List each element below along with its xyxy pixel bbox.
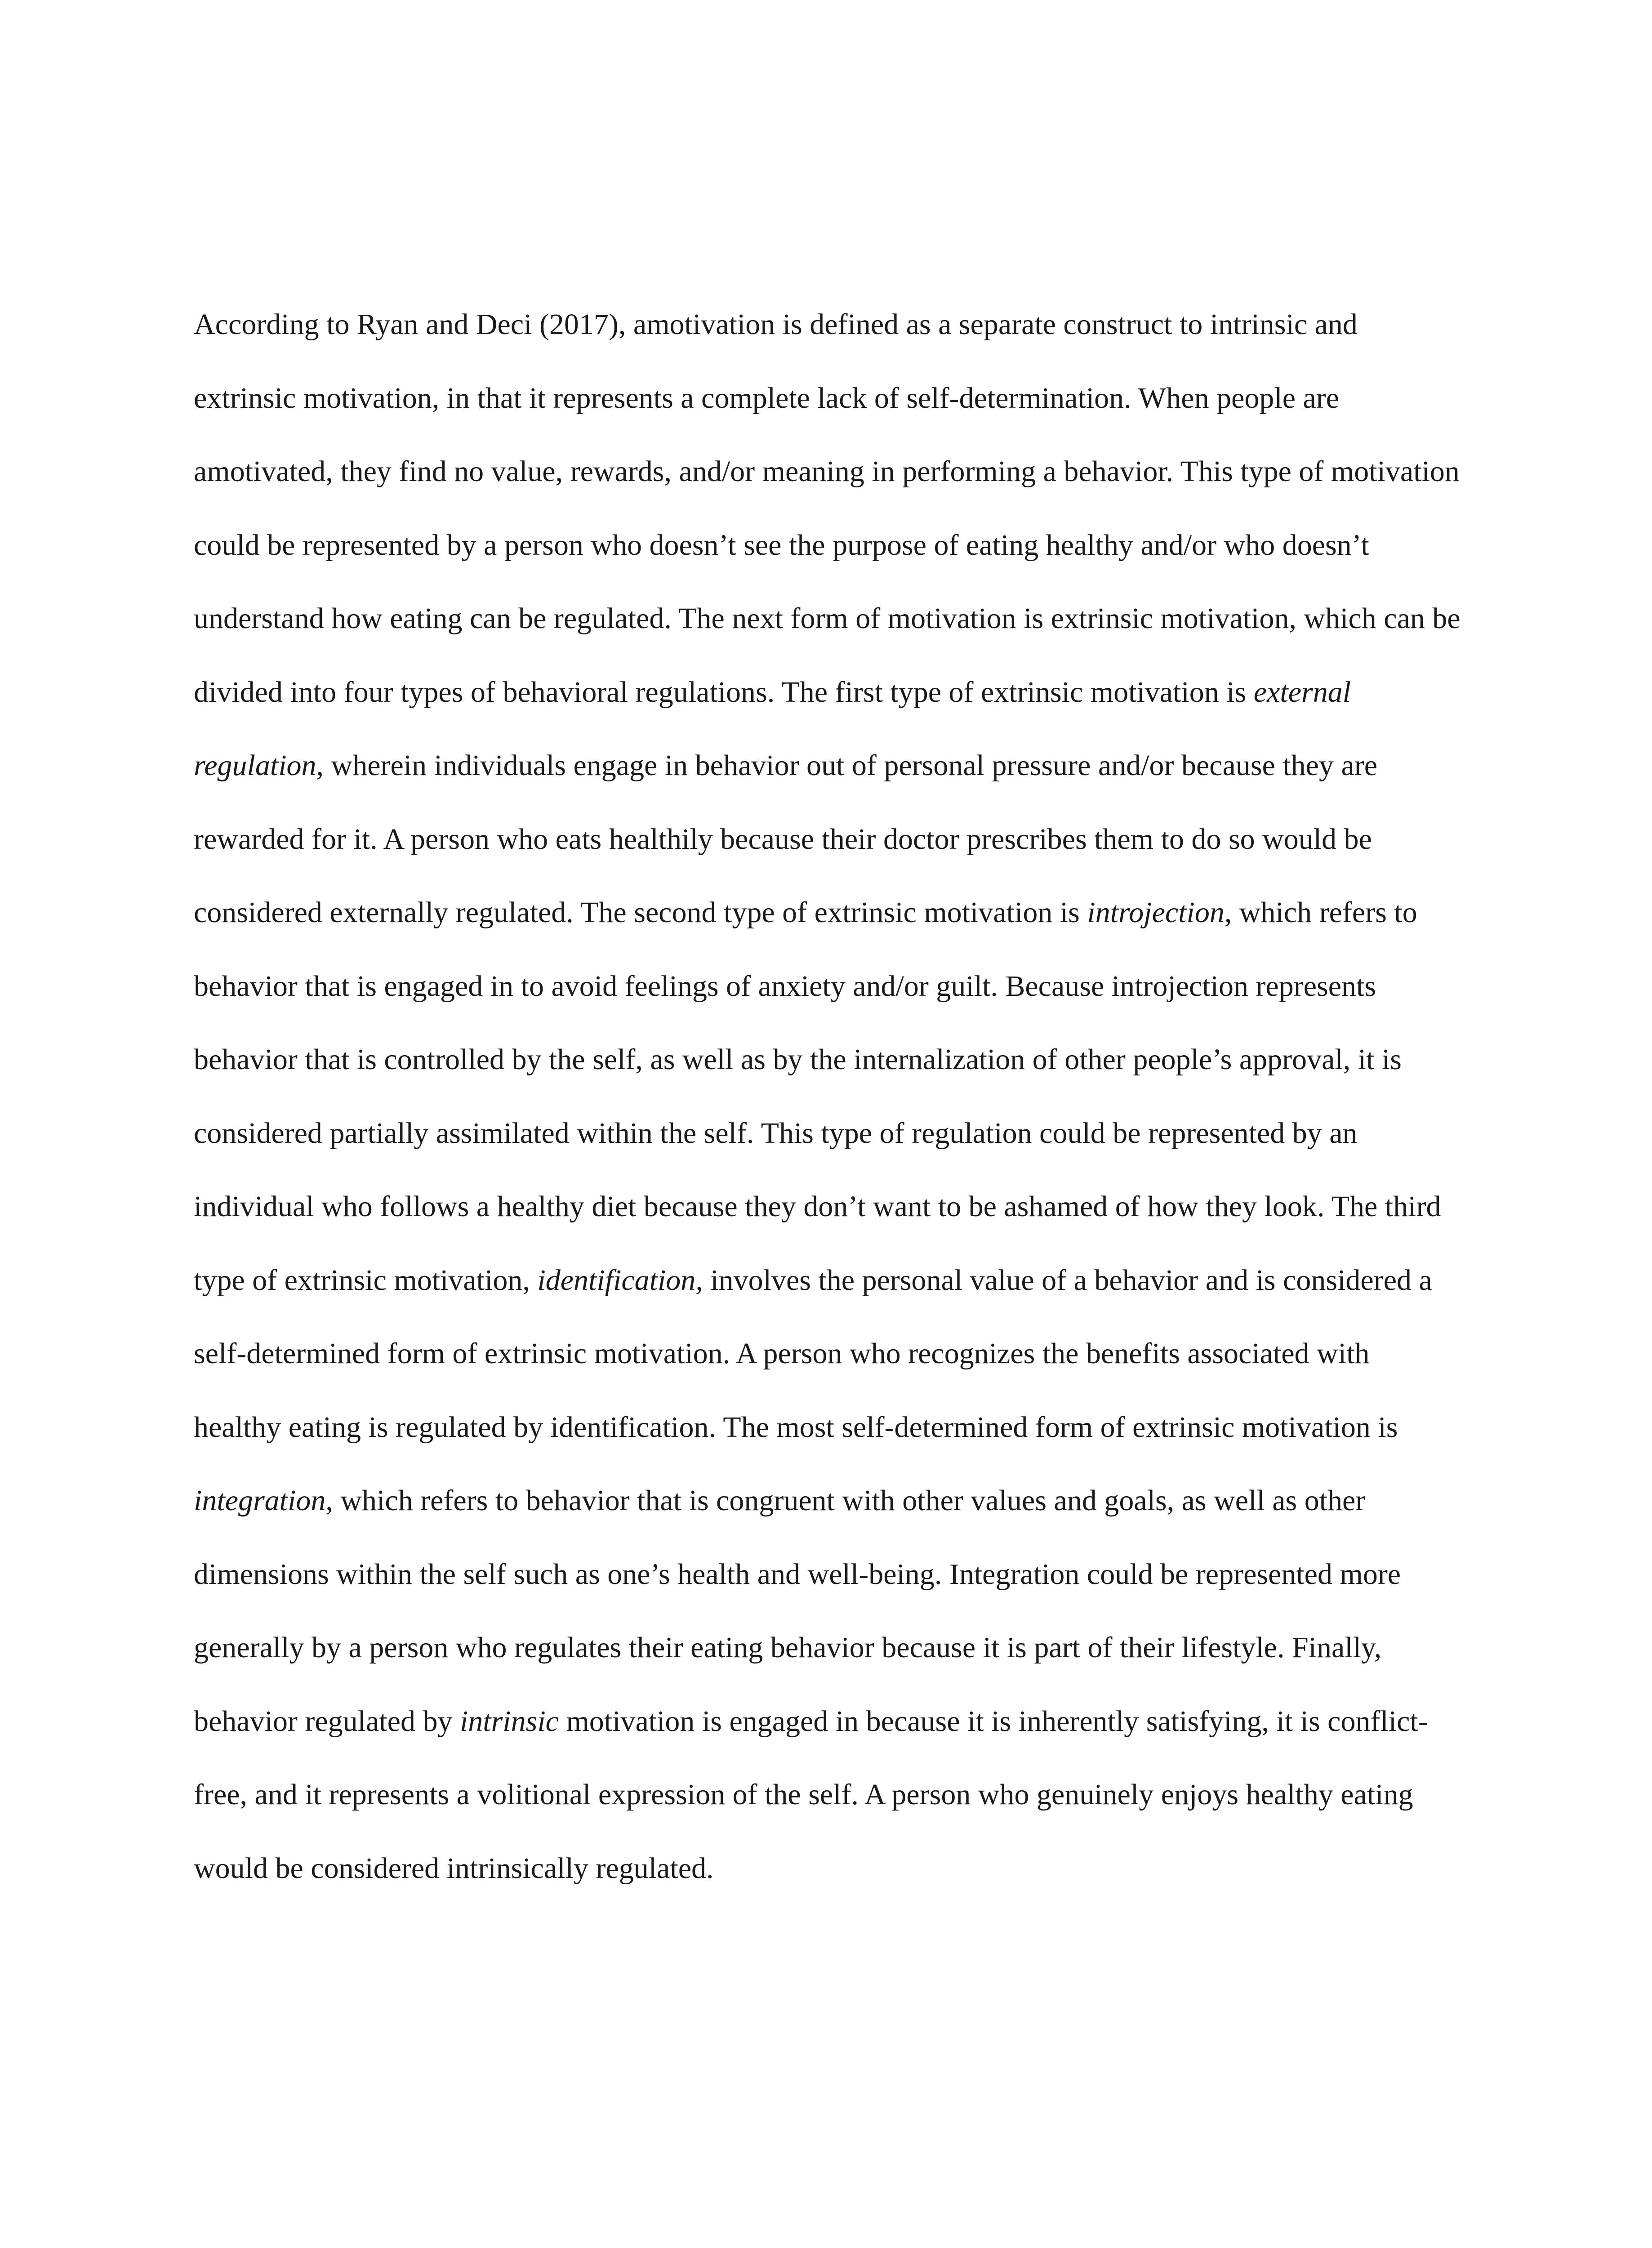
text-segment-4: involves the personal value of a behavior and is considered a self-determined form of extrinsic motivation. A person who recognizes the benefits associated with healthy eating is regulated by identification. The most self-determined form of extrinsic motivation is (194, 1263, 1432, 1444)
text-segment-1: According to Ryan and Deci (2017), amotivation is defined as a separate construct to intrinsic and extrinsic motivation, in that it represents a complete lack of self-determination. When people are amotivated, they find no value, rewards, and/or meaning in performing a behavior. This type of motivation could be represented by a person who doesn’t see the purpose of eating healthy and/or who doesn’t understand how eating can be regulated. The next form of motivation is extrinsic motivation, which can be divided into four types of behavioral regulations. The first type of extrinsic motivation is (194, 308, 1461, 709)
term-integration: integration (194, 1484, 326, 1517)
text-segment-5: , which refers to behavior that is congruent with other values and goals, as well as other dimensions within the self such as one’s health and well-being. Integration could be represented more generally by a person who regulates their eating behavior because it is part of their lifestyle. Finally, behavior regulated by (194, 1484, 1401, 1738)
term-introjection: introjection (1087, 896, 1225, 929)
body-paragraph (194, 288, 1461, 1905)
term-external-regulation: external regulation (194, 675, 1351, 782)
term-identification: identification, (537, 1263, 703, 1297)
term-intrinsic: intrinsic (459, 1704, 559, 1738)
text-segment-3: , which refers to behavior that is engaged in to avoid feelings of anxiety and/or guilt. Because introjection represents behavior that is controlled by the self, as well as by the internalization of other people’s approval, it is considered partially assimilated within the self. This type of regulation could be represented by an individual who follows a healthy diet because they don’t want to be ashamed of how they look. The third type of extrinsic motivation, (194, 896, 1441, 1297)
text-segment-2: , wherein individuals engage in behavior out of personal pressure and/or because they are rewarded for it. A person who eats healthily because their doctor prescribes them to do so would be considered externally regulated. The second type of extrinsic motivation is (194, 749, 1378, 929)
text-segment-6: motivation is engaged in because it is inherently satisfying, it is conflict-free, and it represents a volitional expression of the self. A person who genuinely enjoys healthy eating would be considered intrinsically regulated. (194, 1704, 1428, 1885)
